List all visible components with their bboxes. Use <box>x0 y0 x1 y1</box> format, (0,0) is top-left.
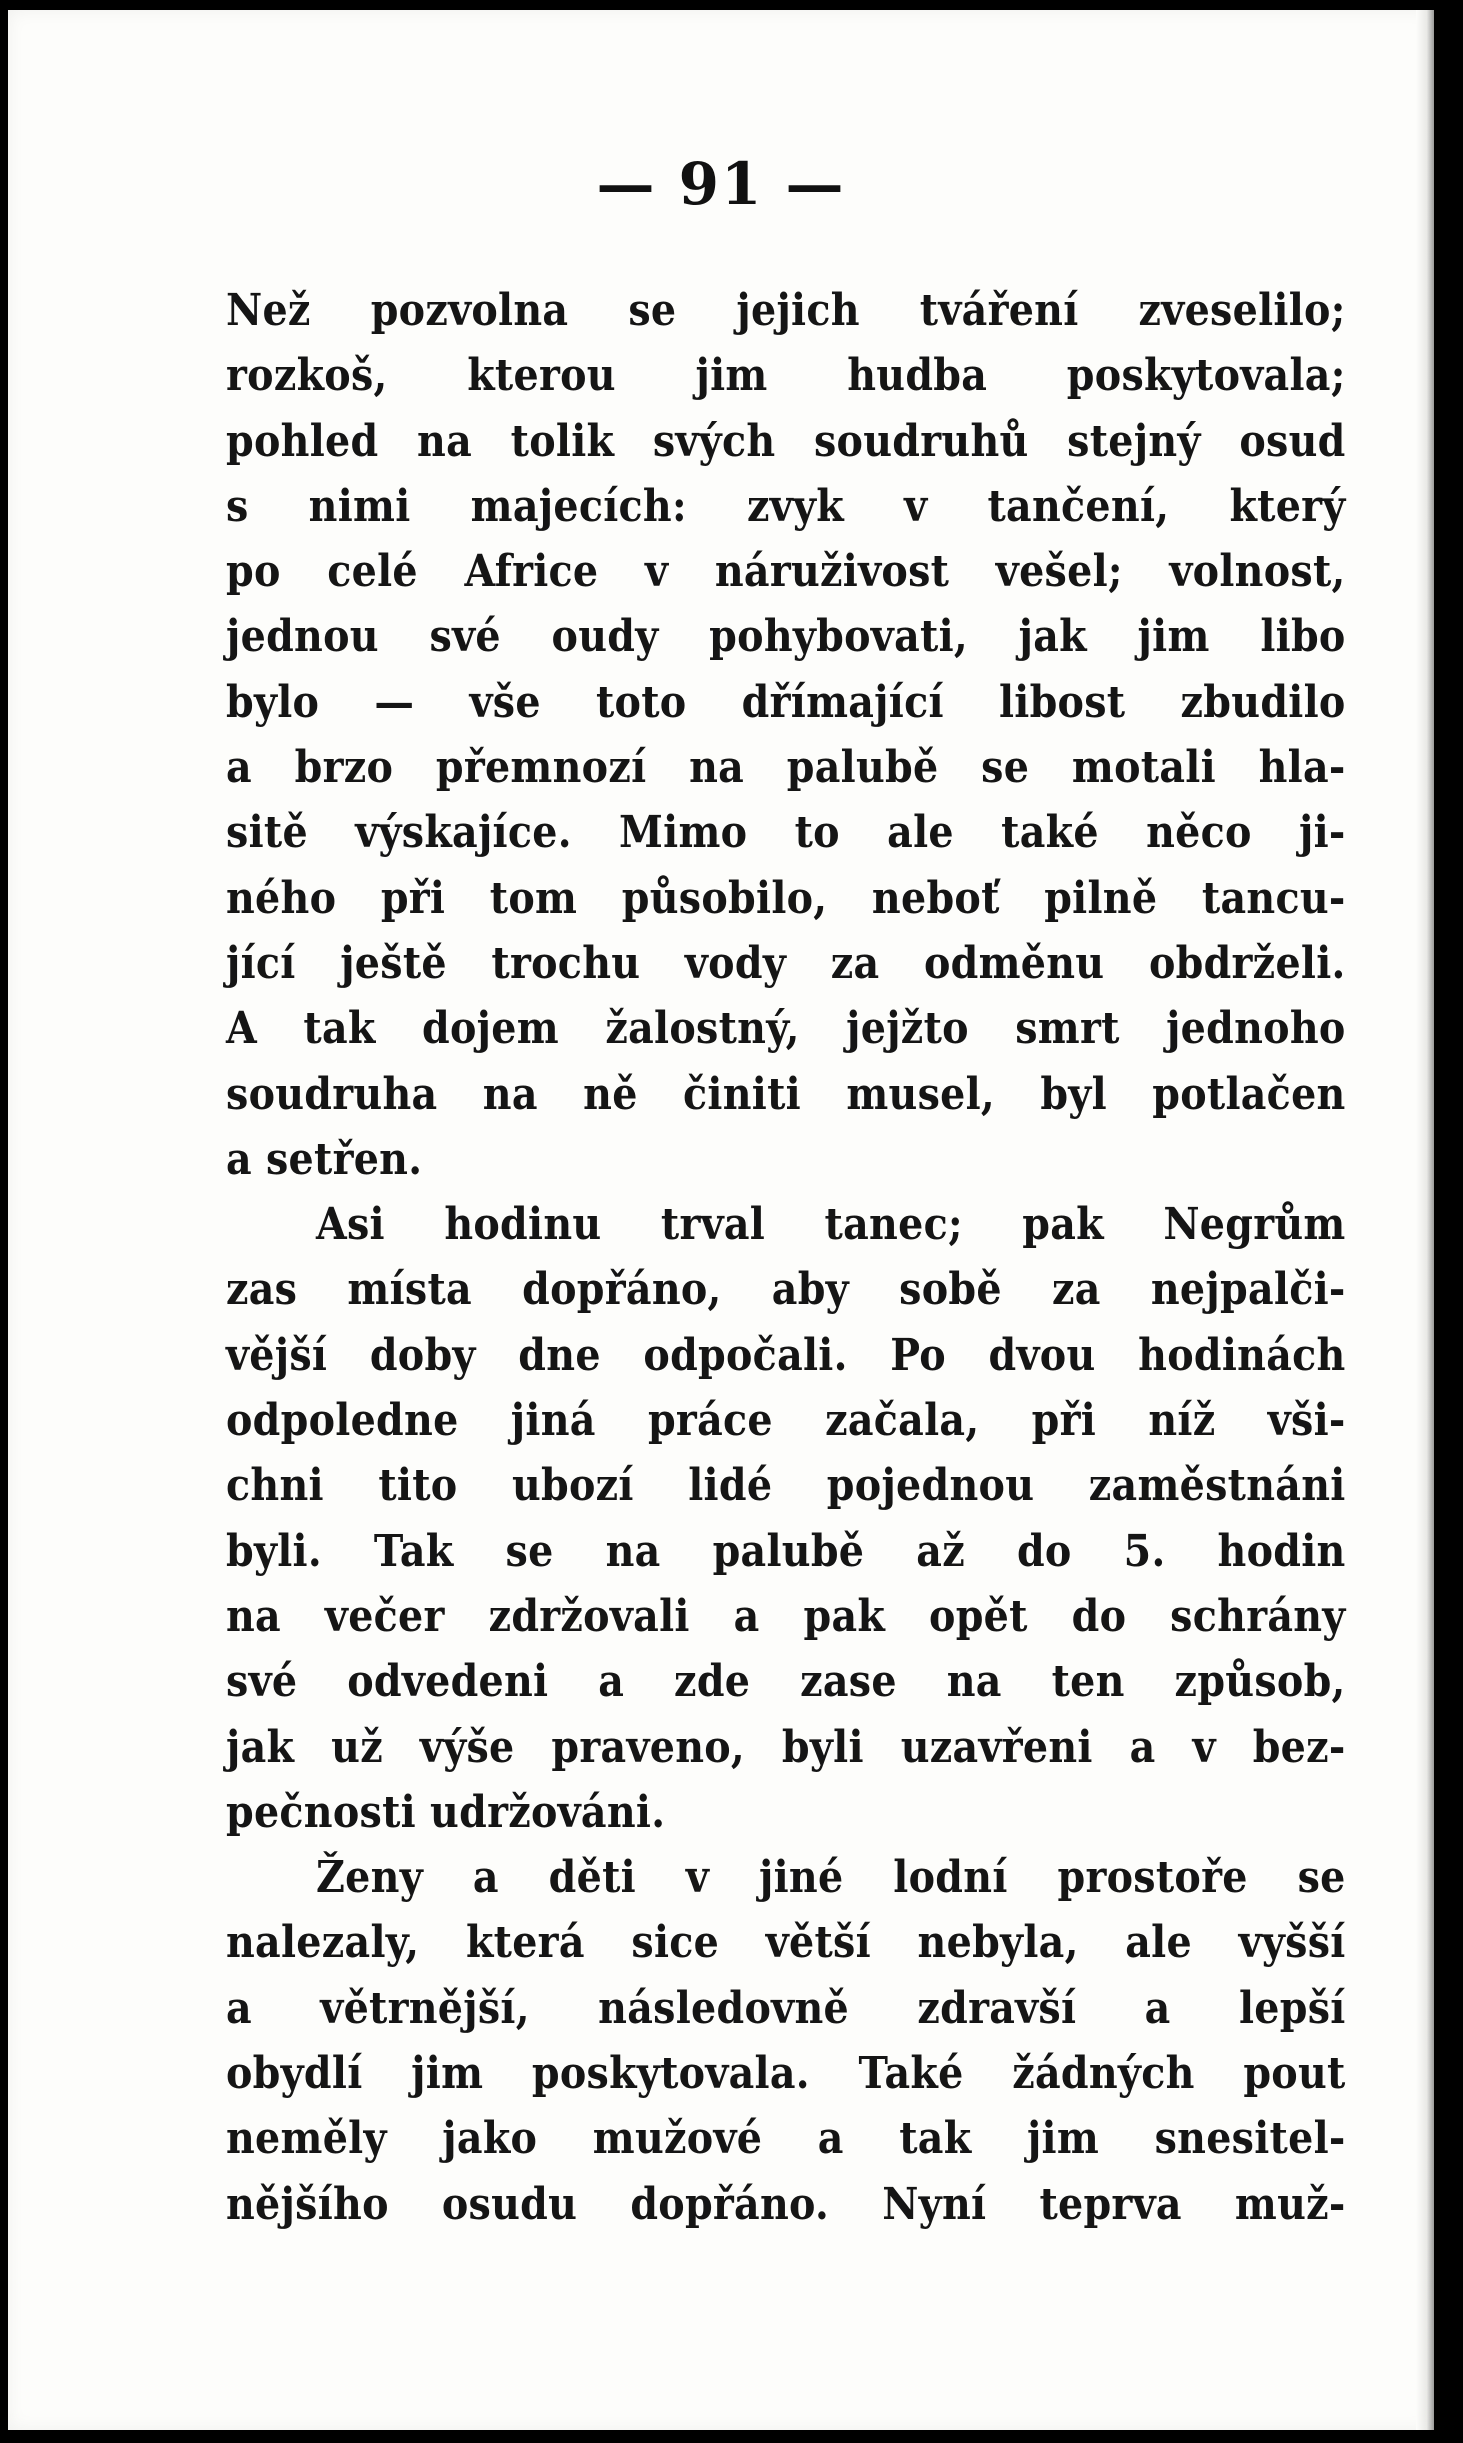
text-line: vější doby dne odpočali. Po dvou hodinách <box>226 1329 1346 1381</box>
text-line: jednou své oudy pohybovati, jak jim libo <box>226 611 1346 663</box>
text-line: své odvedeni a zde zase na ten způsob, <box>226 1656 1346 1708</box>
text-line: Ženy a děti v jiné lodní prostoře se <box>316 1852 1346 1904</box>
text-line: jící ještě trochu vody za odměnu obdrželi. <box>226 937 1346 989</box>
text-line: Než pozvolna se jejich tváření zveselilo; <box>226 285 1346 336</box>
text-line: neměly jako mužové a tak jim snesitel- <box>226 2113 1346 2165</box>
text-line: soudruha na ně činiti musel, byl potlačen <box>226 1068 1346 1120</box>
text-line: Asi hodinu trval tanec; pak Negrům <box>316 1199 1346 1251</box>
text-line: jak už výše praveno, byli uzavřeni a v bez- <box>226 1721 1346 1773</box>
text-line: a větrnější, následovně zdravší a lepší <box>226 1982 1346 2034</box>
text-line: pečnosti udržováni. <box>226 1786 666 1838</box>
text-line: nějšího osudu dopřáno. Nyní teprva muž- <box>226 2178 1346 2230</box>
text-line: zas místa dopřáno, aby sobě za nejpalči- <box>226 1264 1346 1316</box>
text-line: bylo — vše toto dřímající libost zbudilo <box>226 676 1346 728</box>
text-line: a setřen. <box>226 1133 423 1185</box>
page-edge-shadow <box>1416 10 1434 2430</box>
text-line: s nimi majecích: zvyk v tančení, který <box>226 480 1346 532</box>
text-line: chni tito ubozí lidé pojednou zaměstnáni <box>226 1460 1346 1512</box>
text-line: A tak dojem žalostný, jejžto smrt jednoho <box>226 1003 1346 1055</box>
text-line: sitě výskajíce. Mimo to ale také něco ji- <box>226 807 1346 859</box>
page-number: — 91 — <box>596 150 846 218</box>
text-line: pohled na tolik svých soudruhů stejný osud <box>226 415 1346 467</box>
text-line: po celé Africe v náruživost vešel; volnost, <box>226 546 1346 598</box>
body-text <box>226 278 1346 2237</box>
text-line: nalezaly, která sice větší nebyla, ale vyšší <box>226 1917 1346 1969</box>
text-line: odpoledne jiná práce začala, při níž vši- <box>226 1395 1346 1447</box>
text-line: byli. Tak se na palubě až do 5. hodin <box>226 1525 1346 1577</box>
text-line: na večer zdržovali a pak opět do schrány <box>226 1590 1346 1642</box>
text-line: ného při tom působilo, neboť pilně tancu- <box>226 872 1346 924</box>
text-line: a brzo přemnozí na palubě se motali hla- <box>226 742 1346 794</box>
text-line: obydlí jim poskytovala. Také žádných pout <box>226 2048 1346 2100</box>
text-line: rozkoš, kterou jim hudba poskytovala; <box>226 350 1346 402</box>
book-page <box>8 10 1434 2430</box>
